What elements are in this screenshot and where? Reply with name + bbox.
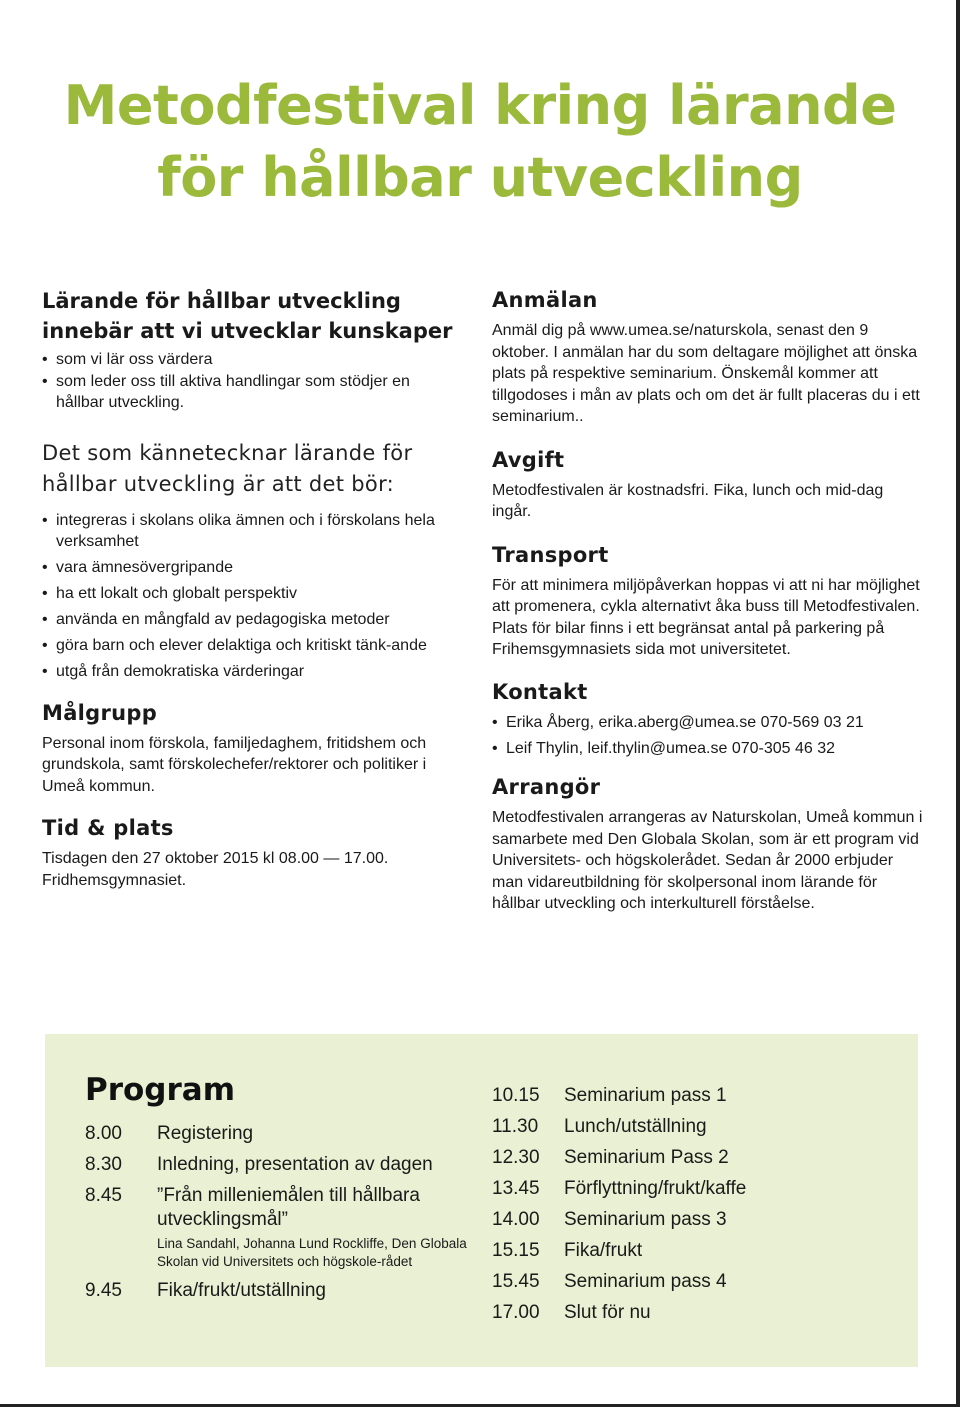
- program-event: ”Från milleniemålen till hållbara utvecklingsmål”: [157, 1185, 420, 1230]
- organizer-section: [492, 773, 926, 915]
- program-schedule-morning: [85, 1122, 485, 1310]
- organizer-text: Metodfestivalen arrangeras av Naturskolan, Umeå kommun i samarbete med Den Globala Skolan, som är ett program vid Universitets- och högskolerådet. Sedan år 2000 erbjuder man vidareutbildning för skolpersonal inom lärande för hållbar utveckling och interkulturell förståelse.: [492, 809, 923, 912]
- program-time: 10.15: [492, 1085, 540, 1106]
- program-row: [492, 1146, 892, 1170]
- left-column: [42, 286, 462, 891]
- time-place-text: Tisdagen den 27 oktober 2015 kl 08.00 — 17.00. Fridhemsgymnasiet.: [42, 850, 389, 889]
- right-column: [492, 286, 926, 915]
- intro-heading: [42, 286, 462, 346]
- program-row: [85, 1153, 485, 1177]
- program-event: Lunch/utställning: [564, 1116, 707, 1137]
- intro-heading-line-1: Lärande för hållbar utveckling: [42, 289, 401, 313]
- program-event: Slut för nu: [564, 1302, 651, 1323]
- program-row: [492, 1115, 892, 1139]
- program-row: [492, 1270, 892, 1294]
- program-event: Fika/frukt/utställning: [157, 1280, 326, 1301]
- contact-list-item: • Leif Thylin, leif.thylin@umea.se 070-305 46 32: [492, 738, 926, 760]
- characteristics-list-item: • utgå från demokratiska värderingar: [42, 661, 462, 683]
- time-place-heading: Tid & plats: [42, 816, 174, 840]
- program-time: 14.00: [492, 1209, 540, 1230]
- program-time: 8.45: [85, 1185, 122, 1206]
- characteristics-list-item: • använda en mångfald av pedagogiska metoder: [42, 609, 462, 631]
- time-place-section: [42, 814, 462, 891]
- transport-text: För att minimera miljöpåverkan hoppas vi att ni har möjlighet att promenera, cykla alternativt åka buss till Metodfestivalen. Plats för bilar finns i ett begränsat antal på parkering på Frihemsgymnasiets sida mot universitetet.: [492, 576, 920, 658]
- fee-section: [492, 446, 926, 523]
- program-event: Seminarium pass 3: [564, 1209, 727, 1230]
- intro-list-item: • som leder oss till aktiva handlingar som stödjer en hållbar utveckling.: [42, 371, 462, 414]
- program-speaker-note: Lina Sandahl, Johanna Lund Rockliffe, Den Globala Skolan vid Universitets och högskole-rådet: [157, 1236, 467, 1269]
- program-time: 9.45: [85, 1280, 122, 1301]
- program-event: Inledning, presentation av dagen: [157, 1154, 433, 1175]
- transport-heading: Transport: [492, 542, 609, 567]
- registration-heading: Anmälan: [492, 288, 598, 312]
- contact-section: [492, 678, 926, 760]
- fee-heading: Avgift: [492, 447, 565, 472]
- program-heading: Program: [85, 1072, 236, 1108]
- contact-list-item: • Erika Åberg, erika.aberg@umea.se 070-569 03 21: [492, 712, 926, 734]
- characteristics-heading-line-1: Det som kännetecknar lärande för: [42, 440, 413, 465]
- contact-heading: Kontakt: [492, 679, 588, 704]
- program-event: Förflyttning/frukt/kaffe: [564, 1178, 747, 1199]
- characteristics-list: [42, 510, 462, 683]
- registration-text: Anmäl dig på www.umea.se/naturskola, senast den 9 oktober. I anmälan har du som deltagare möjlighet att önska plats på respektive seminarium. Önskemål kommer att tillgodoses i mån av plats och om det är fullt placeras du i ett seminarium..: [492, 322, 920, 425]
- program-schedule-afternoon: [492, 1084, 892, 1332]
- characteristics-list-item: • vara ämnesövergripande: [42, 557, 462, 579]
- program-time: 15.45: [492, 1271, 540, 1292]
- program-row: [492, 1084, 892, 1108]
- program-time: 15.15: [492, 1240, 540, 1261]
- program-event: Seminarium Pass 2: [564, 1147, 729, 1168]
- program-event: Fika/frukt: [564, 1240, 643, 1261]
- program-row: [85, 1122, 485, 1146]
- program-event: Seminarium pass 4: [564, 1271, 727, 1292]
- target-group-heading: Målgrupp: [42, 700, 158, 725]
- target-group-section: [42, 699, 462, 798]
- program-row: [492, 1301, 892, 1325]
- characteristics-section: [42, 438, 462, 683]
- registration-section: [492, 286, 926, 428]
- contact-list: [492, 712, 926, 760]
- transport-section: [492, 541, 926, 661]
- program-event: Seminarium pass 1: [564, 1085, 727, 1106]
- page-title-line-2: för hållbar utveckling: [157, 146, 803, 209]
- intro-list-item: • som vi lär oss värdera: [42, 349, 462, 371]
- program-event: Registering: [157, 1123, 254, 1144]
- program-row: [492, 1239, 892, 1263]
- program-time: 17.00: [492, 1302, 540, 1323]
- characteristics-list-item: • integreras i skolans olika ämnen och i förskolans hela verksamhet: [42, 510, 462, 553]
- program-row: [85, 1279, 485, 1303]
- page-title-line-1: Metodfestival kring lärande: [63, 74, 897, 137]
- intro-list: [42, 349, 462, 414]
- program-time: 13.45: [492, 1178, 540, 1199]
- program-row: [492, 1177, 892, 1201]
- characteristics-heading: [42, 438, 462, 500]
- program-time: 8.30: [85, 1154, 122, 1175]
- intro-section: [42, 286, 462, 414]
- characteristics-list-item: • göra barn och elever delaktiga och kritiskt tänk-ande: [42, 635, 446, 657]
- fee-text: Metodfestivalen är kostnadsfri. Fika, lunch och mid-dag ingår.: [492, 481, 884, 520]
- program-row: [492, 1208, 892, 1232]
- organizer-heading: Arrangör: [492, 775, 601, 799]
- program-time: 12.30: [492, 1147, 540, 1168]
- program-time: 11.30: [492, 1116, 539, 1137]
- page-title: [0, 70, 960, 214]
- program-row: [85, 1184, 485, 1232]
- target-group-text: Personal inom förskola, familjedaghem, fritidshem och grundskola, samt förskolechefer/rektorer och politiker i Umeå kommun.: [42, 734, 427, 795]
- characteristics-heading-line-2: hållbar utveckling är att det bör:: [42, 471, 395, 496]
- intro-heading-line-2: innebär att vi utvecklar kunskaper: [42, 319, 453, 343]
- characteristics-list-item: • ha ett lokalt och globalt perspektiv: [42, 583, 462, 605]
- program-box: [45, 1034, 918, 1367]
- program-time: 8.00: [85, 1123, 122, 1144]
